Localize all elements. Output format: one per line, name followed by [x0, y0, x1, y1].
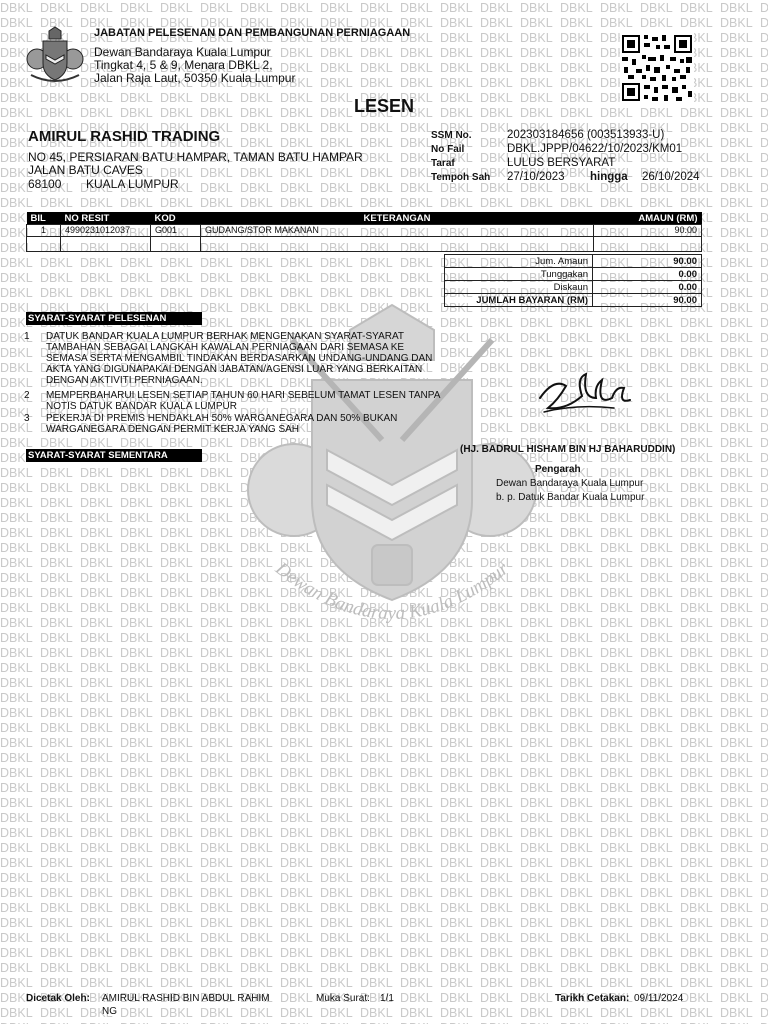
footer-printed-by-value: AMIRUL RASHID BIN ABDUL RAHIM	[102, 993, 270, 1004]
cell-empty	[201, 237, 594, 252]
term-item-3	[24, 413, 444, 435]
items-table-header	[27, 212, 702, 225]
cell-code: G001	[151, 225, 201, 237]
signatory-role: Pengarah	[535, 464, 581, 475]
totals-label-discount: Diskaun	[445, 281, 593, 294]
footer-print-date-value: 09/11/2024	[634, 993, 684, 1004]
col-header-code: KOD	[151, 212, 201, 225]
field-label-ssm: SSM No.	[431, 130, 472, 141]
field-label-file: No Fail	[431, 144, 465, 155]
term-text: MEMPERBAHARUI LESEN SETIAP TAHUN 60 HARI SEBELUM TAMAT LESEN TANPA NOTIS DATUK BANDAR KUALA LUMPUR	[46, 390, 440, 412]
totals-value-arrears: 0.00	[593, 268, 702, 281]
emblem-text: Dewan Bandaraya Kuala Lumpur	[271, 558, 513, 625]
address-line-1: Dewan Bandaraya Kuala Lumpur	[94, 45, 271, 59]
totals-value-discount: 0.00	[593, 281, 702, 294]
footer-printed-by-label: Dicetak Oleh:	[26, 993, 90, 1004]
footer-print-date-label: Tarikh Cetakan:	[555, 993, 630, 1004]
signatory-line-1: Dewan Bandaraya Kuala Lumpur	[496, 478, 644, 489]
field-value-status: LULUS BERSYARAT	[507, 157, 616, 169]
address-line-3: Jalan Raja Laut, 50350 Kuala Lumpur	[94, 71, 296, 85]
cell-amount: 90.00	[594, 225, 702, 237]
totals-label-arrears: Tunggakan	[445, 268, 593, 281]
col-header-bil: BIL	[27, 212, 61, 225]
licensee-postcode: 68100	[28, 177, 62, 191]
cell-empty	[61, 237, 151, 252]
term-item-1	[24, 331, 444, 386]
totals-row	[445, 294, 702, 307]
totals-table	[444, 254, 702, 307]
totals-row	[445, 268, 702, 281]
signatory-line-2: b. p. Datuk Bandar Kuala Lumpur	[496, 492, 645, 503]
terms-heading: SYARAT-SYARAT PELESENAN	[26, 312, 202, 325]
term-item-2	[24, 390, 444, 412]
totals-row	[445, 255, 702, 268]
term-text: PEKERJA DI PREMIS HENDAKLAH 50% WARGANEGARA DAN 50% BUKAN WARGANEGARA DENGAN PERMIT KERJA YANG SAH	[46, 413, 398, 435]
field-value-valid-from: 27/10/2023	[507, 171, 565, 183]
document-title: LESEN	[353, 96, 414, 116]
totals-label-total: JUMLAH BAYARAN (RM)	[445, 294, 593, 307]
qr-code-icon	[620, 33, 694, 103]
col-header-receipt: NO RESIT	[61, 212, 151, 225]
footer-printed-by-value-cont: NG	[102, 1006, 117, 1017]
signatory-name: (HJ. BADRUL HISHAM BIN HJ BAHARUDDIN)	[460, 444, 676, 455]
term-text: DATUK BANDAR KUALA LUMPUR BERHAK MENGENAKAN SYARAT-SYARAT TAMBAHAN SEBAGAI LANGKAH KAWALAN PERNIAGAAN DARI SEMASA KE SEMASA SERTA MENGAMBIL TINDAKAN BERDASARKAN UNDANG-UNDANG DAN AKTA YANG DIGUNAPAKAI DENGAN JABATAN/AGENSI LUAR YANG BERKAITAN DENGAN AKTIVITI PERNIAGAAN.	[46, 331, 433, 386]
temporary-terms-heading: SYARAT-SYARAT SEMENTARA	[26, 449, 202, 462]
items-table	[26, 212, 702, 252]
cell-empty	[594, 237, 702, 252]
licensee-city: KUALA LUMPUR	[86, 177, 179, 191]
signature-icon	[536, 368, 636, 422]
field-label-status: Taraf	[431, 158, 455, 169]
cell-empty	[27, 237, 61, 252]
col-header-amount: AMAUN (RM)	[594, 212, 702, 225]
licensee-address-line-2: JALAN BATU CAVES	[28, 163, 143, 177]
cell-empty	[151, 237, 201, 252]
totals-label-sum: Jum. Amaun	[445, 255, 593, 268]
dbkl-crest-logo-icon	[25, 25, 85, 85]
address-line-2: Tingkat 4, 5 & 9, Menara DBKL 2,	[94, 58, 273, 72]
col-header-description: KETERANGAN	[201, 212, 594, 225]
term-number: 2	[24, 390, 30, 401]
totals-value-total: 90.00	[593, 294, 702, 307]
licensee-address-line-1: NO 45, PERSIARAN BATU HAMPAR, TAMAN BATU HAMPAR	[28, 150, 363, 164]
cell-description: GUDANG/STOR MAKANAN	[201, 225, 594, 237]
field-value-ssm: 202303184656 (003513933-U)	[507, 129, 665, 141]
department-name: JABATAN PELESENAN DAN PEMBANGUNAN PERNIAGAAN	[94, 27, 411, 39]
term-number: 3	[24, 413, 30, 424]
field-value-valid-to: 26/10/2024	[642, 171, 700, 183]
table-row-empty	[27, 237, 702, 252]
footer-page-label: Muka Surat:	[316, 993, 370, 1004]
totals-row	[445, 281, 702, 294]
licensee-name: AMIRUL RASHID TRADING	[28, 128, 221, 145]
term-number: 1	[24, 331, 30, 342]
cell-receipt: 4990231012037	[61, 225, 151, 237]
footer-page-value: 1/1	[380, 993, 394, 1004]
table-row	[27, 225, 702, 237]
cell-bil: 1	[27, 225, 61, 237]
field-value-file: DBKL.JPPP/04622/10/2023/KM01	[507, 143, 683, 155]
field-connector-until: hingga	[590, 171, 628, 183]
totals-value-sum: 90.00	[593, 255, 702, 268]
field-label-validity: Tempoh Sah	[431, 172, 491, 183]
